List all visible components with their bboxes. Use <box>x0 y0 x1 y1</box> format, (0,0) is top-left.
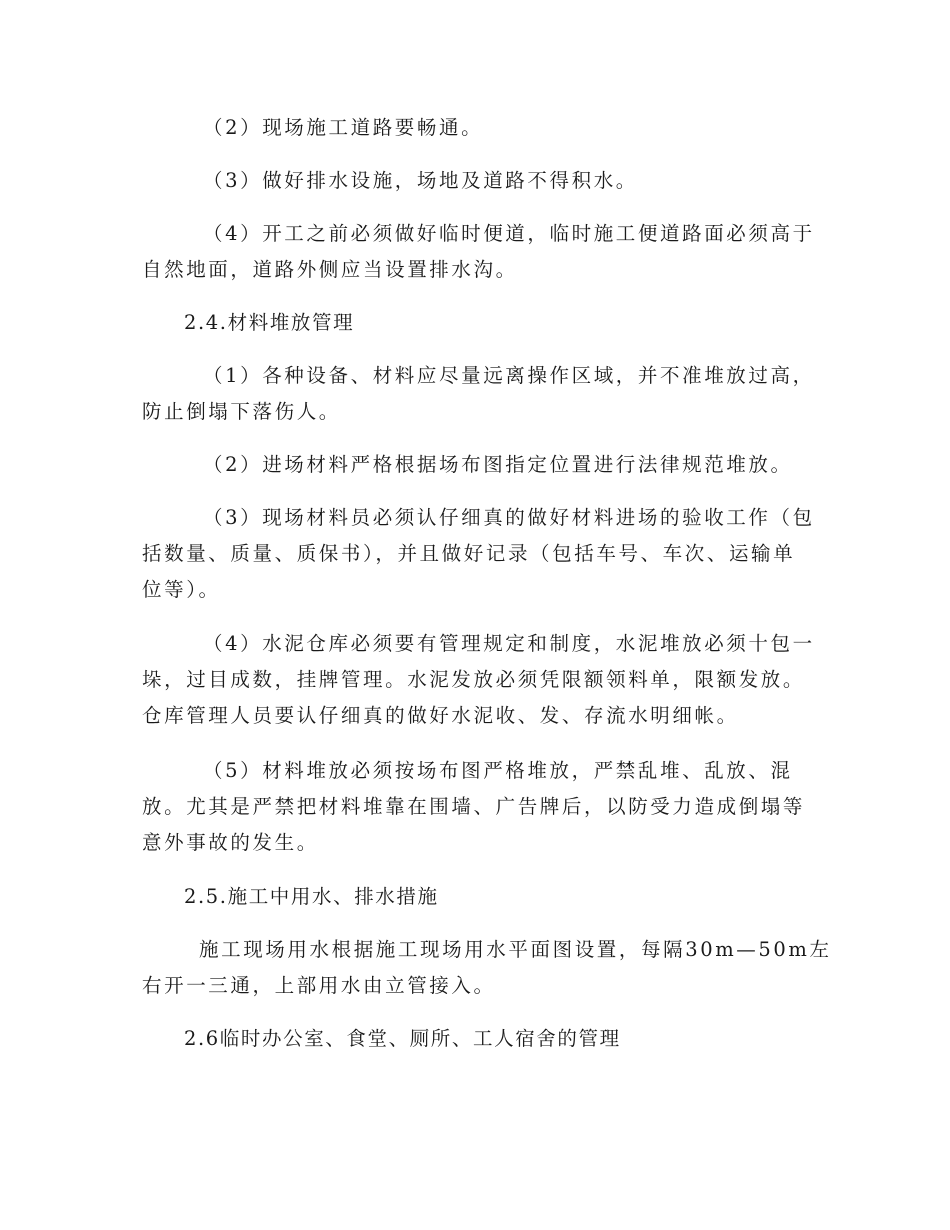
paragraph-material-3-line-2: 括数量、质量、质保书），并且做好记录（包括车号、车次、运输单 <box>142 542 796 565</box>
paragraph-material-4-line-1: （4）水泥仓库必须要有管理规定和制度，水泥堆放必须十包一 <box>203 632 815 655</box>
paragraph-material-1-line-2: 防止倒塌下落伤人。 <box>142 400 341 423</box>
paragraph-water-line-1: 施工现场用水根据施工现场用水平面图设置，每隔30m—50m左 <box>199 938 832 961</box>
paragraph-2-road-line-1: （2）现场施工道路要畅通。 <box>203 116 484 139</box>
section-heading-2-6: 2.6临时办公室、食堂、厕所、工人宿舍的管理 <box>184 1027 621 1050</box>
paragraph-3-drainage-line-1: （3）做好排水设施，场地及道路不得积水。 <box>203 169 638 192</box>
paragraph-material-1-line-1: （1）各种设备、材料应尽量远离操作区域，并不准堆放过高， <box>203 364 815 387</box>
paragraph-material-3-line-3: 位等）。 <box>142 578 221 601</box>
paragraph-4-temp-road-line-1: （4）开工之前必须做好临时便道，临时施工便道路面必须高于 <box>203 222 815 245</box>
paragraph-material-4-line-3: 仓库管理人员要认仔细真的做好水泥收、发、存流水明细帐。 <box>142 704 739 727</box>
paragraph-material-5-line-3: 意外事故的发生。 <box>142 831 319 854</box>
section-heading-2-5: 2.5.施工中用水、排水措施 <box>184 885 439 908</box>
paragraph-material-2-line-1: （2）进场材料严格根据场布图指定位置进行法律规范堆放。 <box>203 453 793 476</box>
paragraph-material-4-line-2: 垛，过目成数，挂牌管理。水泥发放必须凭限额领料单，限额发放。 <box>142 668 806 691</box>
paragraph-4-temp-road-line-2: 自然地面，道路外侧应当设置排水沟。 <box>142 258 518 281</box>
paragraph-material-5-line-2: 放。尤其是严禁把材料堆靠在围墙、广告牌后，以防受力造成倒塌等 <box>142 795 806 818</box>
paragraph-material-3-line-1: （3）现场材料员必须认仔细真的做好材料进场的验收工作（包 <box>203 506 815 529</box>
section-heading-2-4: 2.4.材料堆放管理 <box>184 311 355 334</box>
paragraph-material-5-line-1: （5）材料堆放必须按场布图严格堆放，严禁乱堆、乱放、混 <box>203 759 793 782</box>
paragraph-water-line-2: 右开一三通，上部用水由立管接入。 <box>142 974 496 997</box>
